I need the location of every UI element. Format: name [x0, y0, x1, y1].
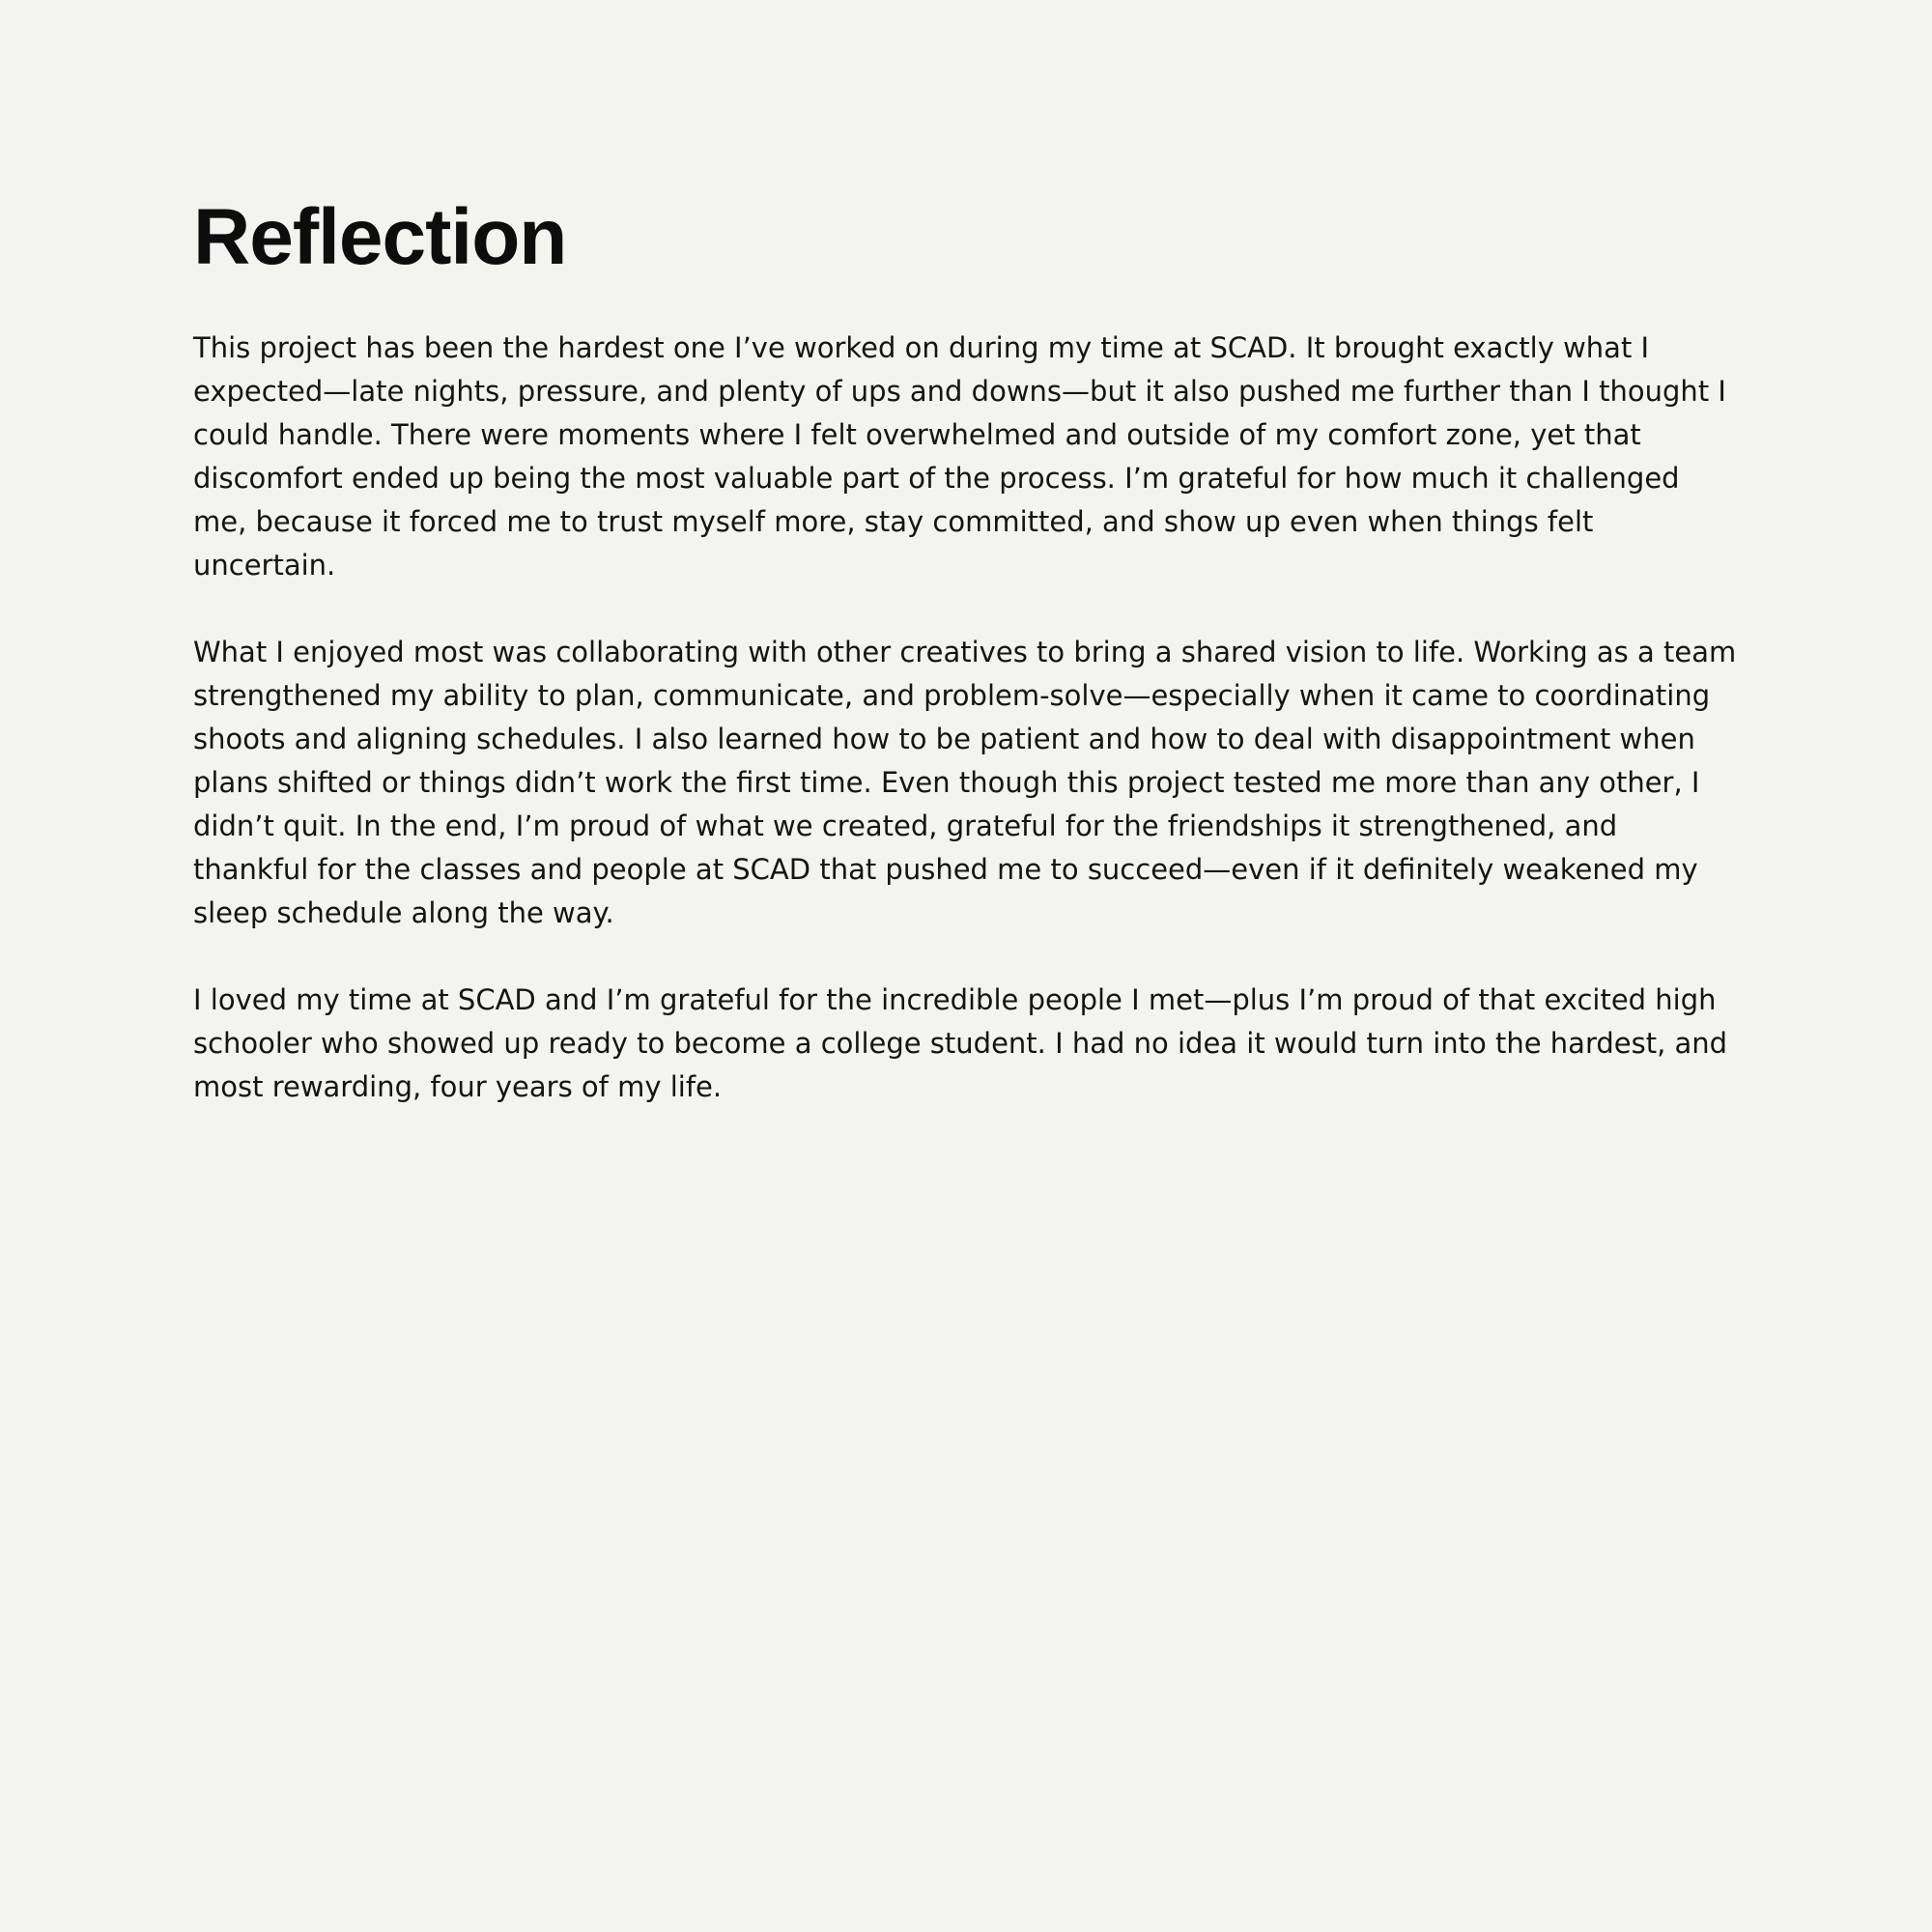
paragraph-2: What I enjoyed most was collaborating with other creatives to bring a shared vision to life. Working as a team strengthened my ability to plan, communicate, and problem-solve—especially when it came to coordinating shoots and aligning schedules. I also learned how to be patient and how to deal with disappointment when plans shifted or things didn’t work the first time. Even though this project tested me more than any other, I didn’t quit. In the end, I’m proud of what we created, grateful for the friendships it strengthened, and thankful for the classes and people at SCAD that pushed me to succeed—even if it definitely weakened my sleep schedule along the way.: [193, 636, 1737, 929]
paragraph-3: I loved my time at SCAD and I’m grateful for the incredible people I met—plus I’m proud of that excited high schooler who showed up ready to become a college student. I had no idea it would turn into the hardest, and most rewarding, four years of my life.: [193, 983, 1728, 1103]
page-title: Reflection: [193, 193, 567, 281]
paragraph-1: This project has been the hardest one I’ve worked on during my time at SCAD. It brought exactly what I expected—late nights, pressure, and plenty of ups and downs—but it also pushed me further than I thought I could handle. There were moments where I felt overwhelmed and outside of my comfort zone, yet that discomfort ended up being the most valuable part of the process. I’m grateful for how much it challenged me, because it forced me to trust myself more, stay committed, and show up even when things felt uncertain.: [193, 331, 1726, 582]
reflection-body: [193, 327, 1739, 1109]
